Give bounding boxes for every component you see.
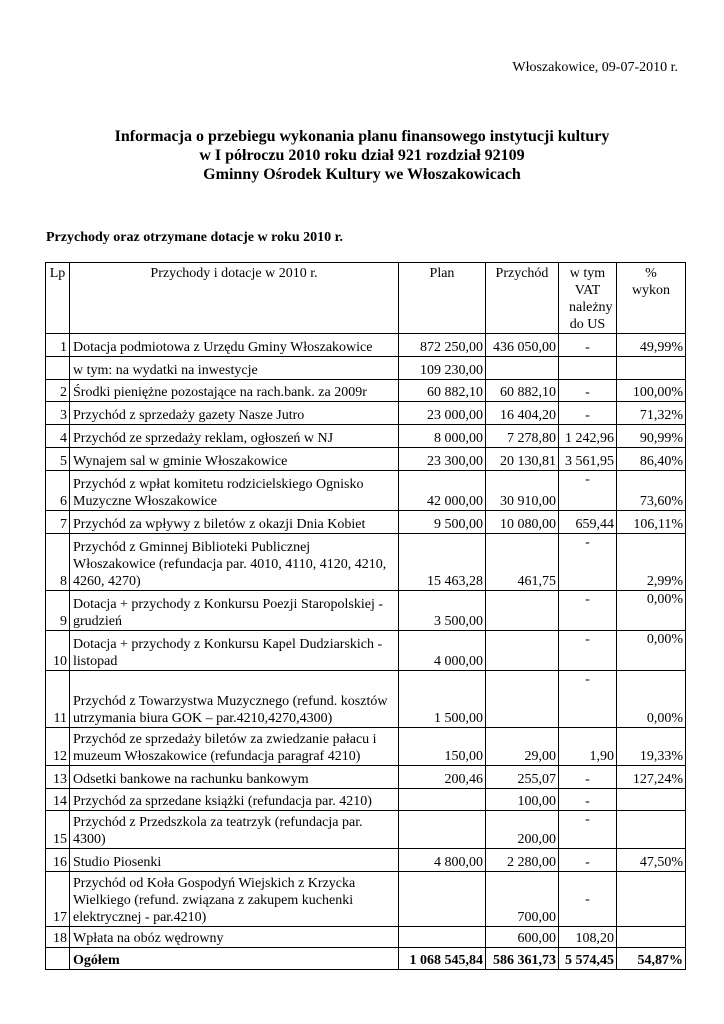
- row-percent: 19,33%: [617, 728, 686, 766]
- table-row: [46, 671, 686, 728]
- row-percent: 0,00%: [617, 631, 686, 671]
- row-lp: 14: [46, 789, 70, 811]
- table-row: [46, 380, 686, 402]
- row-percent: [617, 872, 686, 927]
- row-income: 2 280,00: [486, 849, 559, 872]
- header-pct: % wykon: [617, 263, 686, 334]
- row-income: 29,00: [486, 728, 559, 766]
- row-income: 255,07: [486, 766, 559, 789]
- header-desc: Przychody i dotacje w 2010 r.: [70, 263, 399, 334]
- row-lp: 17: [46, 872, 70, 927]
- row-vat: -: [559, 811, 617, 849]
- row-description: Przychód od Koła Gospodyń Wiejskich z Krzycka Wielkiego (refund. związana z zakupem kuchenki elektrycznej - par.4210): [70, 872, 399, 927]
- row-percent: 100,00%: [617, 380, 686, 402]
- row-lp: 15: [46, 811, 70, 849]
- header-income: Przychód: [486, 263, 559, 334]
- row-vat: 1 242,96: [559, 425, 617, 448]
- row-plan: 8 000,00: [399, 425, 486, 448]
- table-row: [46, 591, 686, 631]
- row-vat: -: [559, 872, 617, 927]
- table-row: [46, 334, 686, 357]
- row-description: Przychód ze sprzedaży biletów za zwiedzanie pałacu i muzeum Włoszakowice (refundacja paragraf 4210): [70, 728, 399, 766]
- row-description: Odsetki bankowe na rachunku bankowym: [70, 766, 399, 789]
- row-lp: 18: [46, 927, 70, 948]
- header-vat: w tym VAT należny do US: [559, 263, 617, 334]
- revenue-table: [45, 262, 686, 970]
- row-description: Przychód z Towarzystwa Muzycznego (refund. kosztów utrzymania biura GOK – par.4210,4270,4300): [70, 671, 399, 728]
- row-vat: -: [559, 334, 617, 357]
- table-row: [46, 471, 686, 511]
- row-plan: [399, 872, 486, 927]
- row-vat: 108,20: [559, 927, 617, 948]
- row-lp: 12: [46, 728, 70, 766]
- row-lp: 3: [46, 402, 70, 425]
- row-vat: -: [559, 671, 617, 728]
- row-lp: 13: [46, 766, 70, 789]
- row-lp: 16: [46, 849, 70, 872]
- row-plan: 4 800,00: [399, 849, 486, 872]
- row-plan: 23 000,00: [399, 402, 486, 425]
- row-plan: 4 000,00: [399, 631, 486, 671]
- table-row: [46, 789, 686, 811]
- row-plan: [399, 927, 486, 948]
- row-income: 461,75: [486, 534, 559, 591]
- total-income: 586 361,73: [486, 948, 559, 970]
- row-description: Środki pieniężne pozostające na rach.bank. za 2009r: [70, 380, 399, 402]
- row-percent: [617, 357, 686, 380]
- row-income: 7 278,80: [486, 425, 559, 448]
- row-percent: 73,60%: [617, 471, 686, 511]
- row-plan: 872 250,00: [399, 334, 486, 357]
- row-vat: -: [559, 471, 617, 511]
- row-income: 600,00: [486, 927, 559, 948]
- row-percent: [617, 811, 686, 849]
- row-income: [486, 591, 559, 631]
- row-vat: 1,90: [559, 728, 617, 766]
- table-total-row: [46, 948, 686, 970]
- row-percent: [617, 927, 686, 948]
- row-percent: 49,99%: [617, 334, 686, 357]
- row-plan: 109 230,00: [399, 357, 486, 380]
- row-lp: 6: [46, 471, 70, 511]
- row-description: Przychód z Przedszkola za teatrzyk (refundacja par. 4300): [70, 811, 399, 849]
- row-income: 436 050,00: [486, 334, 559, 357]
- section-subtitle: Przychody oraz otrzymane dotacje w roku 2010 r.: [46, 230, 344, 245]
- place-date: Włoszakowice, 09-07-2010 r.: [512, 60, 678, 75]
- row-income: 60 882,10: [486, 380, 559, 402]
- row-description: Przychód z Gminnej Biblioteki Publicznej Włoszakowice (refundacja par. 4010, 4110, 4120, 4210, 4260, 4270): [70, 534, 399, 591]
- row-vat: -: [559, 380, 617, 402]
- row-income: 20 130,81: [486, 448, 559, 471]
- row-vat: 659,44: [559, 511, 617, 534]
- total-percent: 54,87%: [617, 948, 686, 970]
- row-description: Wynajem sal w gminie Włoszakowice: [70, 448, 399, 471]
- row-plan: 23 300,00: [399, 448, 486, 471]
- total-plan: 1 068 545,84: [399, 948, 486, 970]
- row-description: Przychód z sprzedaży gazety Nasze Jutro: [70, 402, 399, 425]
- header-plan: Plan: [399, 263, 486, 334]
- row-percent: 47,50%: [617, 849, 686, 872]
- row-plan: 15 463,28: [399, 534, 486, 591]
- table-row: [46, 927, 686, 948]
- row-vat: -: [559, 766, 617, 789]
- row-vat: -: [559, 849, 617, 872]
- table-row: [46, 534, 686, 591]
- row-vat: -: [559, 534, 617, 591]
- table-row: [46, 728, 686, 766]
- row-income: 30 910,00: [486, 471, 559, 511]
- row-lp: 2: [46, 380, 70, 402]
- row-plan: 3 500,00: [399, 591, 486, 631]
- row-lp: 4: [46, 425, 70, 448]
- row-description: Przychód z wpłat komitetu rodzicielskiego Ognisko Muzyczne Włoszakowice: [70, 471, 399, 511]
- row-plan: [399, 811, 486, 849]
- row-vat: [559, 357, 617, 380]
- row-percent: [617, 789, 686, 811]
- row-description: w tym: na wydatki na inwestycje: [70, 357, 399, 380]
- table-row: [46, 631, 686, 671]
- table-row: [46, 402, 686, 425]
- row-percent: 2,99%: [617, 534, 686, 591]
- row-percent: 71,32%: [617, 402, 686, 425]
- row-percent: 127,24%: [617, 766, 686, 789]
- row-lp: 9: [46, 591, 70, 631]
- row-income: 200,00: [486, 811, 559, 849]
- row-percent: 0,00%: [617, 591, 686, 631]
- row-vat: -: [559, 789, 617, 811]
- row-income: 10 080,00: [486, 511, 559, 534]
- row-percent: 106,11%: [617, 511, 686, 534]
- row-lp: [46, 357, 70, 380]
- row-lp: 5: [46, 448, 70, 471]
- title-line: Gminny Ośrodek Kultury we Włoszakowicach: [203, 166, 521, 183]
- row-vat: -: [559, 631, 617, 671]
- total-label: Ogółem: [70, 948, 399, 970]
- row-plan: 9 500,00: [399, 511, 486, 534]
- row-plan: 200,46: [399, 766, 486, 789]
- table-row: [46, 849, 686, 872]
- row-income: 700,00: [486, 872, 559, 927]
- row-lp: 11: [46, 671, 70, 728]
- table-row: [46, 511, 686, 534]
- row-plan: 1 500,00: [399, 671, 486, 728]
- row-lp: 1: [46, 334, 70, 357]
- row-description: Studio Piosenki: [70, 849, 399, 872]
- row-vat: -: [559, 402, 617, 425]
- title-line: Informacja o przebiegu wykonania planu finansowego instytucji kultury: [114, 128, 610, 145]
- row-description: Przychód za wpływy z biletów z okazji Dnia Kobiet: [70, 511, 399, 534]
- row-description: Dotacja + przychody z Konkursu Kapel Dudziarskich - listopad: [70, 631, 399, 671]
- table-row: [46, 872, 686, 927]
- row-description: Dotacja podmiotowa z Urzędu Gminy Włoszakowice: [70, 334, 399, 357]
- header-lp: Lp: [46, 263, 70, 334]
- row-vat: 3 561,95: [559, 448, 617, 471]
- title-line: w I półroczu 2010 roku dział 921 rozdział 92109: [199, 147, 525, 164]
- row-income: [486, 631, 559, 671]
- document-title: [0, 127, 724, 184]
- row-description: Przychód za sprzedane książki (refundacja par. 4210): [70, 789, 399, 811]
- row-lp: 10: [46, 631, 70, 671]
- row-plan: 42 000,00: [399, 471, 486, 511]
- row-plan: 150,00: [399, 728, 486, 766]
- row-plan: [399, 789, 486, 811]
- row-lp: 7: [46, 511, 70, 534]
- row-percent: 0,00%: [617, 671, 686, 728]
- table-row: [46, 425, 686, 448]
- total-vat: 5 574,45: [559, 948, 617, 970]
- row-income: 16 404,20: [486, 402, 559, 425]
- row-lp: 8: [46, 534, 70, 591]
- table-row: [46, 766, 686, 789]
- row-vat: -: [559, 591, 617, 631]
- row-percent: 86,40%: [617, 448, 686, 471]
- row-income: 100,00: [486, 789, 559, 811]
- total-lp: [46, 948, 70, 970]
- table-row: [46, 357, 686, 380]
- row-description: Wpłata na obóz wędrowny: [70, 927, 399, 948]
- row-percent: 90,99%: [617, 425, 686, 448]
- table-row: [46, 448, 686, 471]
- row-income: [486, 357, 559, 380]
- table-row: [46, 811, 686, 849]
- row-plan: 60 882,10: [399, 380, 486, 402]
- row-description: Przychód ze sprzedaży reklam, ogłoszeń w NJ: [70, 425, 399, 448]
- row-description: Dotacja + przychody z Konkursu Poezji Staropolskiej - grudzień: [70, 591, 399, 631]
- row-income: [486, 671, 559, 728]
